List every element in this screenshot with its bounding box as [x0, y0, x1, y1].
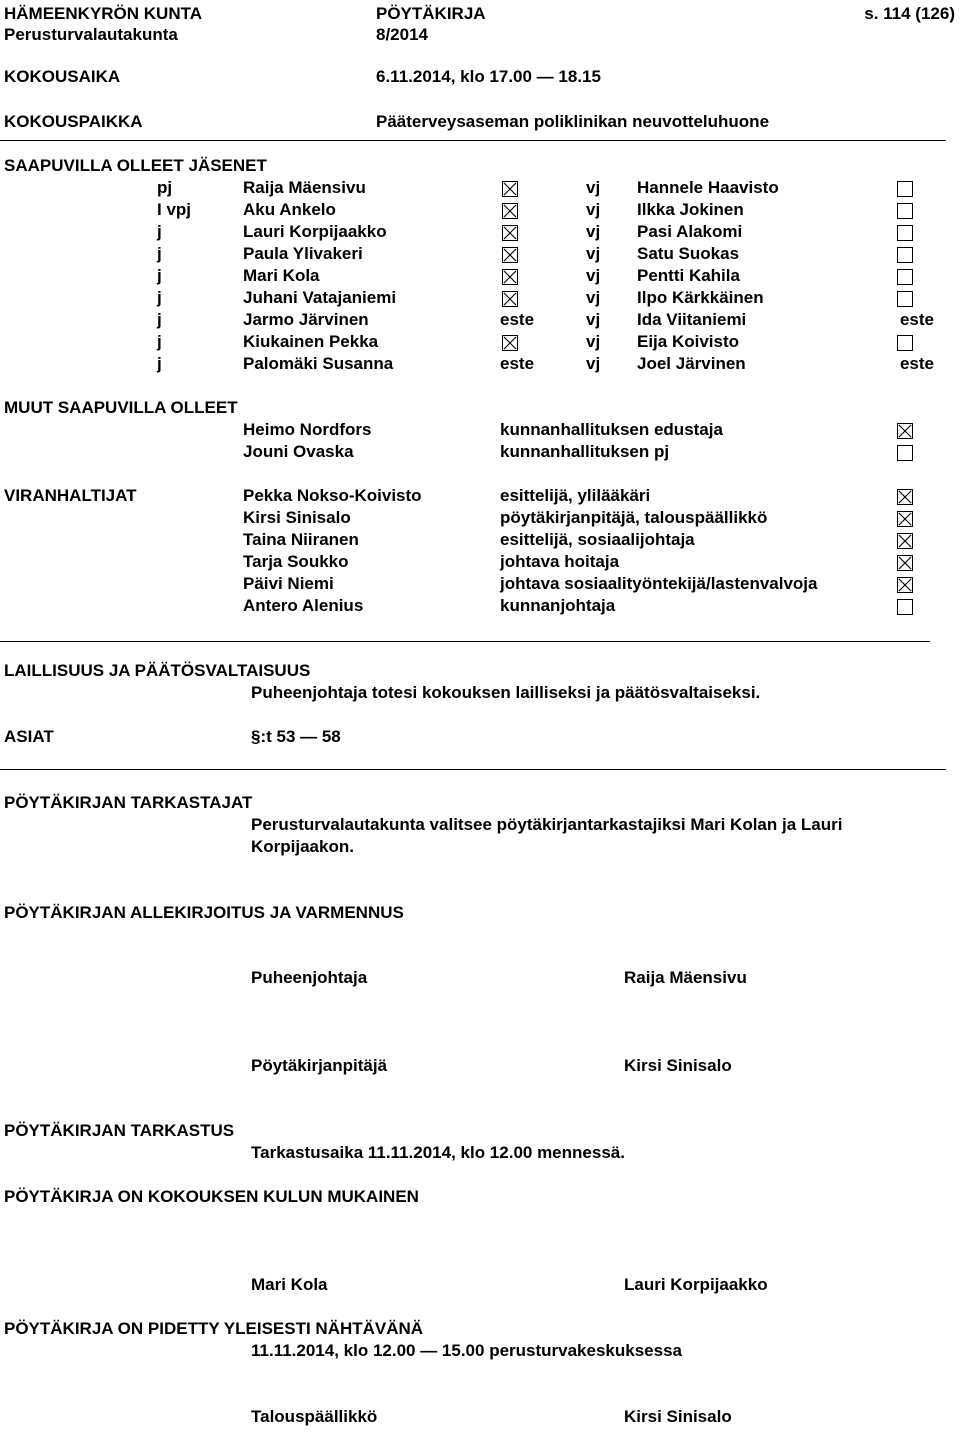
- official-name: Päivi Niemi: [243, 574, 334, 593]
- deputy-present-checkbox[interactable]: [897, 335, 913, 351]
- member-role: j: [157, 288, 162, 307]
- member-present-este: este: [500, 354, 535, 373]
- deputy-role: vj: [586, 222, 601, 241]
- review-text: Tarkastusaika 11.11.2014, klo 12.00 mennessä.: [251, 1143, 625, 1162]
- official-present-checkbox[interactable]: [897, 599, 913, 615]
- official-desc: esittelijä, sosiaalijohtaja: [500, 530, 695, 549]
- official-present-checkbox[interactable]: [897, 533, 913, 549]
- divider: [0, 140, 946, 141]
- deputy-role: vj: [586, 310, 601, 329]
- doc-number: 8/2014: [376, 25, 428, 44]
- official-name: Kirsi Sinisalo: [243, 508, 351, 527]
- official-desc: johtava hoitaja: [500, 552, 620, 571]
- legality-text: Puheenjohtaja totesi kokouksen lailliseksi ja päätösvaltaiseksi.: [251, 683, 761, 702]
- signature-title: PÖYTÄKIRJAN ALLEKIRJOITUS JA VARMENNUS: [4, 903, 404, 922]
- reviewers-line2: Korpijaakon.: [251, 837, 354, 856]
- deputy-present-este: este: [899, 310, 934, 329]
- deputy-present-checkbox[interactable]: [897, 203, 913, 219]
- deputy-name: Joel Järvinen: [637, 354, 746, 373]
- member-role: pj: [157, 178, 173, 197]
- deputy-role: vj: [586, 178, 601, 197]
- legality-title: LAILLISUUS JA PÄÄTÖSVALTAISUUS: [4, 661, 311, 680]
- official-present-checkbox[interactable]: [897, 555, 913, 571]
- reviewers-title: PÖYTÄKIRJAN TARKASTAJAT: [4, 793, 253, 812]
- official-present-checkbox[interactable]: [897, 577, 913, 593]
- chair-name: Raija Mäensivu: [624, 968, 747, 987]
- member-name: Palomäki Susanna: [243, 354, 394, 373]
- official-name: Taina Niiranen: [243, 530, 359, 549]
- deputy-role: vj: [586, 266, 601, 285]
- divider: [0, 641, 930, 642]
- reviewers-line1: Perusturvalautakunta valitsee pöytäkirjantarkastajiksi Mari Kolan ja Lauri: [251, 815, 843, 834]
- meeting-place-label: KOKOUSPAIKKA: [4, 112, 143, 131]
- officials-title: VIRANHALTIJAT: [4, 486, 137, 505]
- member-role: j: [157, 266, 162, 285]
- meeting-time-label: KOKOUSAIKA: [4, 67, 121, 86]
- other-desc: kunnanhallituksen edustaja: [500, 420, 723, 439]
- member-name: Juhani Vatajaniemi: [243, 288, 397, 307]
- deputy-name: Eija Koivisto: [637, 332, 740, 351]
- member-name: Jarmo Järvinen: [243, 310, 369, 329]
- deputy-name: Ilpo Kärkkäinen: [637, 288, 764, 307]
- secretary-label: Pöytäkirjanpitäjä: [251, 1056, 388, 1075]
- member-role: j: [157, 310, 162, 329]
- deputy-present-checkbox[interactable]: [897, 181, 913, 197]
- other-desc: kunnanhallituksen pj: [500, 442, 670, 461]
- member-role: j: [157, 354, 162, 373]
- deputy-present-este: este: [899, 354, 934, 373]
- member-name: Lauri Korpijaakko: [243, 222, 387, 241]
- member-present-checkbox[interactable]: [502, 269, 518, 285]
- deputy-name: Satu Suokas: [637, 244, 740, 263]
- member-name: Paula Ylivakeri: [243, 244, 363, 263]
- official-desc: kunnanjohtaja: [500, 596, 616, 615]
- deputy-present-checkbox[interactable]: [897, 247, 913, 263]
- public-text: 11.11.2014, klo 12.00 — 15.00 perusturvakeskuksessa: [251, 1341, 682, 1360]
- member-role: j: [157, 244, 162, 263]
- conformity-title: PÖYTÄKIRJA ON KOKOUKSEN KULUN MUKAINEN: [4, 1187, 419, 1206]
- public-label: Talouspäällikkö: [251, 1407, 378, 1426]
- divider: [0, 769, 946, 770]
- conformity-name1: Mari Kola: [251, 1275, 328, 1294]
- official-desc: esittelijä, ylilääkäri: [500, 486, 651, 505]
- official-name: Pekka Nokso-Koivisto: [243, 486, 422, 505]
- official-desc: pöytäkirjanpitäjä, talouspäällikkö: [500, 508, 768, 527]
- other-present-checkbox[interactable]: [897, 445, 913, 461]
- official-desc: johtava sosiaalityöntekijä/lastenvalvoja: [500, 574, 818, 593]
- matters-title: ASIAT: [4, 727, 54, 746]
- deputy-role: vj: [586, 288, 601, 307]
- deputy-name: Ilkka Jokinen: [637, 200, 744, 219]
- deputy-role: vj: [586, 354, 601, 373]
- member-present-este: este: [500, 310, 535, 329]
- deputy-role: vj: [586, 200, 601, 219]
- deputy-present-checkbox[interactable]: [897, 269, 913, 285]
- deputy-name: Ida Viitaniemi: [637, 310, 747, 329]
- other-name: Jouni Ovaska: [243, 442, 354, 461]
- doc-type: PÖYTÄKIRJA: [376, 4, 486, 23]
- official-name: Tarja Soukko: [243, 552, 349, 571]
- public-name: Kirsi Sinisalo: [624, 1407, 732, 1426]
- member-name: Raija Mäensivu: [243, 178, 366, 197]
- unit-name: Perusturvalautakunta: [4, 25, 178, 44]
- member-name: Kiukainen Pekka: [243, 332, 379, 351]
- chair-label: Puheenjohtaja: [251, 968, 368, 987]
- member-present-checkbox[interactable]: [502, 291, 518, 307]
- deputy-role: vj: [586, 332, 601, 351]
- other-present-checkbox[interactable]: [897, 423, 913, 439]
- official-name: Antero Alenius: [243, 596, 364, 615]
- members-title: SAAPUVILLA OLLEET JÄSENET: [4, 156, 267, 175]
- deputy-name: Pentti Kahila: [637, 266, 740, 285]
- member-present-checkbox[interactable]: [502, 203, 518, 219]
- member-present-checkbox[interactable]: [502, 247, 518, 263]
- official-present-checkbox[interactable]: [897, 489, 913, 505]
- others-title: MUUT SAAPUVILLA OLLEET: [4, 398, 238, 417]
- member-role: I vpj: [157, 200, 192, 219]
- other-name: Heimo Nordfors: [243, 420, 372, 439]
- deputy-present-checkbox[interactable]: [897, 225, 913, 241]
- matters-text: §:t 53 — 58: [251, 727, 341, 746]
- member-role: j: [157, 222, 162, 241]
- member-present-checkbox[interactable]: [502, 181, 518, 197]
- member-name: Aku Ankelo: [243, 200, 336, 219]
- conformity-name2: Lauri Korpijaakko: [624, 1275, 768, 1294]
- meeting-time: 6.11.2014, klo 17.00 — 18.15: [376, 67, 601, 86]
- page-number: s. 114 (126): [864, 4, 955, 23]
- review-title: PÖYTÄKIRJAN TARKASTUS: [4, 1121, 235, 1140]
- member-present-checkbox[interactable]: [502, 225, 518, 241]
- deputy-name: Pasi Alakomi: [637, 222, 743, 241]
- member-present-checkbox[interactable]: [502, 335, 518, 351]
- official-present-checkbox[interactable]: [897, 511, 913, 527]
- org-name: HÄMEENKYRÖN KUNTA: [4, 4, 203, 23]
- deputy-role: vj: [586, 244, 601, 263]
- member-name: Mari Kola: [243, 266, 320, 285]
- meeting-place: Pääterveysaseman poliklinikan neuvotteluhuone: [376, 112, 770, 131]
- deputy-name: Hannele Haavisto: [637, 178, 779, 197]
- public-title: PÖYTÄKIRJA ON PIDETTY YLEISESTI NÄHTÄVÄNÄ: [4, 1319, 424, 1338]
- member-role: j: [157, 332, 162, 351]
- secretary-name: Kirsi Sinisalo: [624, 1056, 732, 1075]
- deputy-present-checkbox[interactable]: [897, 291, 913, 307]
